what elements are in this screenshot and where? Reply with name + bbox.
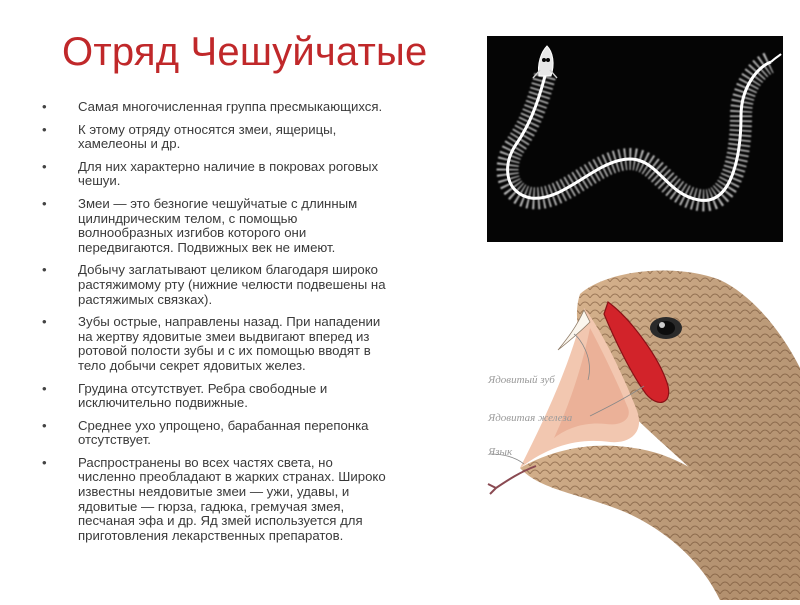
bullet-text: Грудина отсутствует. Ребра свободные и исключительно подвижные.: [78, 380, 328, 411]
bullet-dot-icon: •: [42, 262, 47, 278]
bullet-item: [34, 315, 474, 373]
bullet-item: [34, 456, 474, 544]
bullet-text: Среднее ухо упрощено, барабанная перепонка отсутствует.: [78, 417, 369, 448]
viper-head-drawing: [480, 258, 800, 600]
bullet-item: [34, 197, 474, 255]
viper-head-image: [480, 258, 800, 600]
bullet-item: [34, 123, 474, 152]
bullet-item: [34, 419, 474, 448]
bullet-text: Змеи — это безногие чешуйчатые с длинным цилиндрическим телом, с помощью волнообразных изгибов которого они передвигаются. Подвижных век не имеют.: [78, 195, 358, 255]
bullet-dot-icon: •: [42, 454, 47, 470]
bullet-dot-icon: •: [42, 314, 47, 330]
bullet-item: [34, 100, 474, 115]
bullet-dot-icon: •: [42, 380, 47, 396]
bullet-item: [34, 263, 474, 307]
label-venom-gland: Ядовитая железа: [488, 412, 573, 424]
bullet-dot-icon: •: [42, 99, 47, 114]
label-venom-fang: Ядовитый зуб: [488, 374, 555, 386]
snake-skeleton-drawing: [487, 36, 783, 242]
bullet-text: Самая многочисленная группа пресмыкающихся.: [78, 99, 383, 114]
bullet-list: [34, 100, 474, 551]
bullet-text: Добычу заглатывают целиком благодаря широко растяжимому рту (нижние челюсти подвешены на растяжимых связках).: [78, 262, 386, 307]
bullet-text: Зубы острые, направлены назад. При нападении на жертву ядовитые змеи выдвигают вперед из ротовой полости зубы и с их помощью вводят в тело добычи секрет ядовитых желез.: [78, 314, 381, 373]
label-tongue: Язык: [488, 446, 513, 458]
bullet-text: К этому отряду относятся змеи, ящерицы, хамелеоны и др.: [78, 121, 337, 152]
bullet-text: Для них характерно наличие в покровах роговых чешуи.: [78, 158, 379, 189]
snake-skeleton-image: [487, 36, 783, 242]
slide-title: Отряд Чешуйчатые: [62, 30, 428, 74]
bullet-item: [34, 382, 474, 411]
bullet-dot-icon: •: [42, 417, 47, 433]
bullet-text: Распространены во всех частях света, но численно преобладают в жарких странах. Широко известны неядовитые змеи — ужи, удавы, и ядовитые — гюрза, гадюка, гремучая змея, песчаная эфа и др. Яд змей используется для приготовления лекарственных препаратов.: [78, 454, 386, 543]
bullet-dot-icon: •: [42, 121, 47, 137]
bullet-dot-icon: •: [42, 195, 47, 211]
bullet-dot-icon: •: [42, 158, 47, 174]
bullet-item: [34, 160, 474, 189]
skull: [533, 46, 557, 78]
